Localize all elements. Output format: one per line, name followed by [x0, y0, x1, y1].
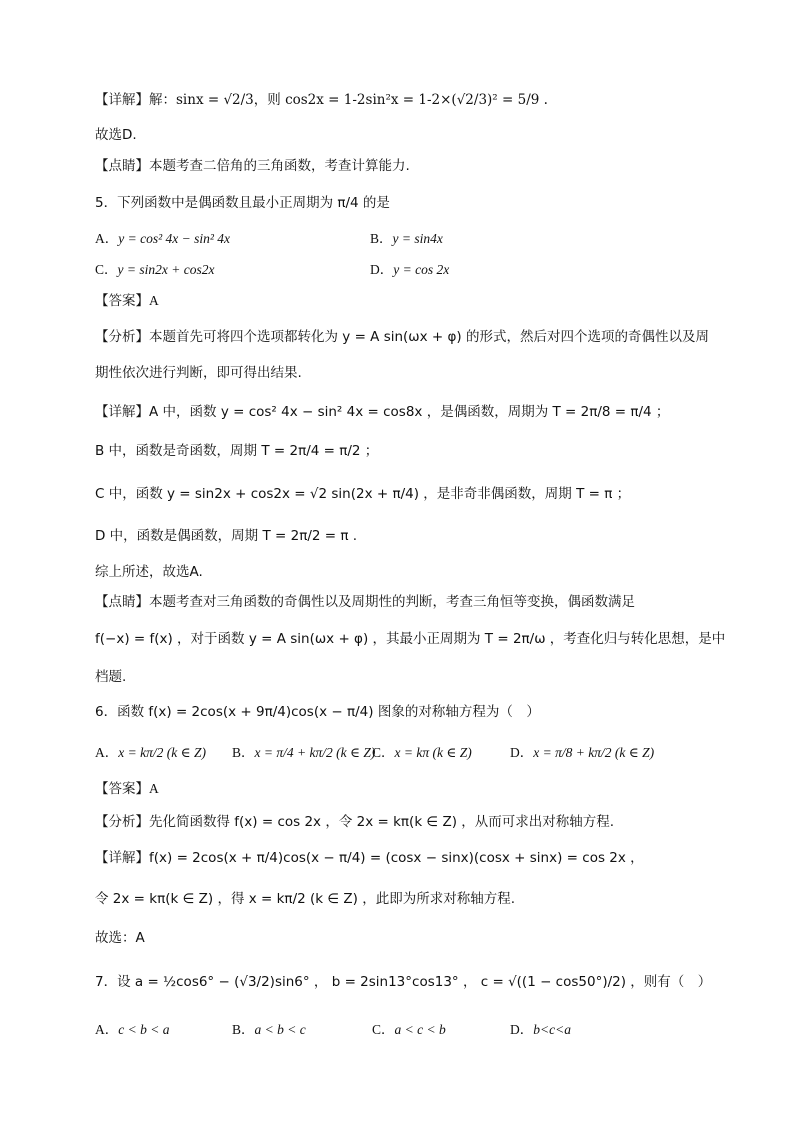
q5-analysis-line2: 期性依次进行判断，即可得出结果. [95, 365, 302, 381]
q6-answer: 【答案】A [95, 781, 159, 797]
q5-point-line3: 档题. [95, 669, 127, 685]
detail-tag: 【详解】 [95, 92, 149, 108]
q7-option-b[interactable]: B．a < b < c [232, 1022, 306, 1037]
detail-line [95, 90, 548, 110]
point-tag: 【点睛】 [95, 158, 149, 174]
q6-option-b[interactable]: B．x = π/4 + kπ/2 (k ∈ Z) [232, 745, 376, 760]
choice-line: 故选D. [95, 127, 137, 143]
detail-text: 解：sinx = √2/3，则 cos2x = 1-2sin²x = 1-2×(√2/3)² = 5/9 . [149, 92, 548, 108]
q5-answer: 【答案】A [95, 293, 159, 309]
q5-point-line1: 【点睛】本题考查对三角函数的奇偶性以及周期性的判断，考查三角恒等变换，偶函数满足 [95, 594, 635, 610]
q6-detail-line1: 【详解】f(x) = 2cos(x + π/4)cos(x − π/4) = (cosx − sinx)(cosx + sinx) = cos 2x ， [95, 850, 644, 866]
q7-option-a[interactable]: A．c < b < a [95, 1022, 170, 1037]
q6-detail-line2: 令 2x = kπ(k ∈ Z) ，得 x = kπ/2 (k ∈ Z) ，此即为所求对称轴方程. [95, 891, 516, 907]
q7-option-d[interactable]: D．b<c<a [510, 1022, 571, 1037]
q5-detail-a: 【详解】A 中，函数 y = cos² 4x − sin² 4x = cos8x ，是偶函数，周期为 T = 2π/8 = π/4 ； [95, 404, 670, 420]
q5-option-b[interactable]: B．y = sin4x [370, 231, 443, 246]
point-line [95, 156, 410, 176]
q6-option-a[interactable]: A．x = kπ/2 (k ∈ Z) [95, 745, 206, 760]
q5-detail-b: B 中，函数是奇函数，周期 T = 2π/4 = π/2 ； [95, 443, 379, 459]
q6-option-c[interactable]: C．x = kπ (k ∈ Z) [372, 745, 472, 760]
q5-detail-c: C 中，函数 y = sin2x + cos2x = √2 sin(2x + π/4) ，是非奇非偶函数，周期 T = π ； [95, 486, 631, 502]
q5-analysis-line1: 【分析】本题首先可将四个选项都转化为 y = A sin(ωx + φ) 的形式，然后对四个选项的奇偶性以及周 [95, 329, 709, 345]
q6-option-d[interactable]: D．x = π/8 + kπ/2 (k ∈ Z) [510, 745, 655, 760]
q6-analysis: 【分析】先化简函数得 f(x) = cos 2x ，令 2x = kπ(k ∈ Z) ，从而可求出对称轴方程. [95, 814, 615, 830]
q5-point-line2: f(−x) = f(x) ，对于函数 y = A sin(ωx + φ) ，其最小正周期为 T = 2π/ω ，考查化归与转化思想，是中 [95, 631, 726, 647]
q5-summary: 综上所述，故选A. [95, 564, 203, 580]
q5-detail-d: D 中，函数是偶函数，周期 T = 2π/2 = π . [95, 528, 358, 544]
q6-choose: 故选：A [95, 930, 145, 946]
q6-stem: 6．函数 f(x) = 2cos(x + 9π/4)cos(x − π/4) 图象的对称轴方程为（ ） [95, 704, 540, 720]
point-text: 本题考查二倍角的三角函数，考查计算能力. [149, 158, 410, 174]
q5-option-d[interactable]: D．y = cos 2x [370, 262, 450, 277]
q7-option-c[interactable]: C．a < c < b [372, 1022, 446, 1037]
q5-stem: 5．下列函数中是偶函数且最小正周期为 π/4 的是 [95, 195, 390, 211]
q5-option-c[interactable]: C．y = sin2x + cos2x [95, 262, 215, 277]
q5-option-a[interactable]: A．y = cos² 4x − sin² 4x [95, 231, 231, 246]
q7-stem: 7．设 a = ½cos6° − (√3/2)sin6° ， b = 2sin13°cos13° ， c = √((1 − cos50°)/2) ，则有（ ） [95, 974, 712, 990]
